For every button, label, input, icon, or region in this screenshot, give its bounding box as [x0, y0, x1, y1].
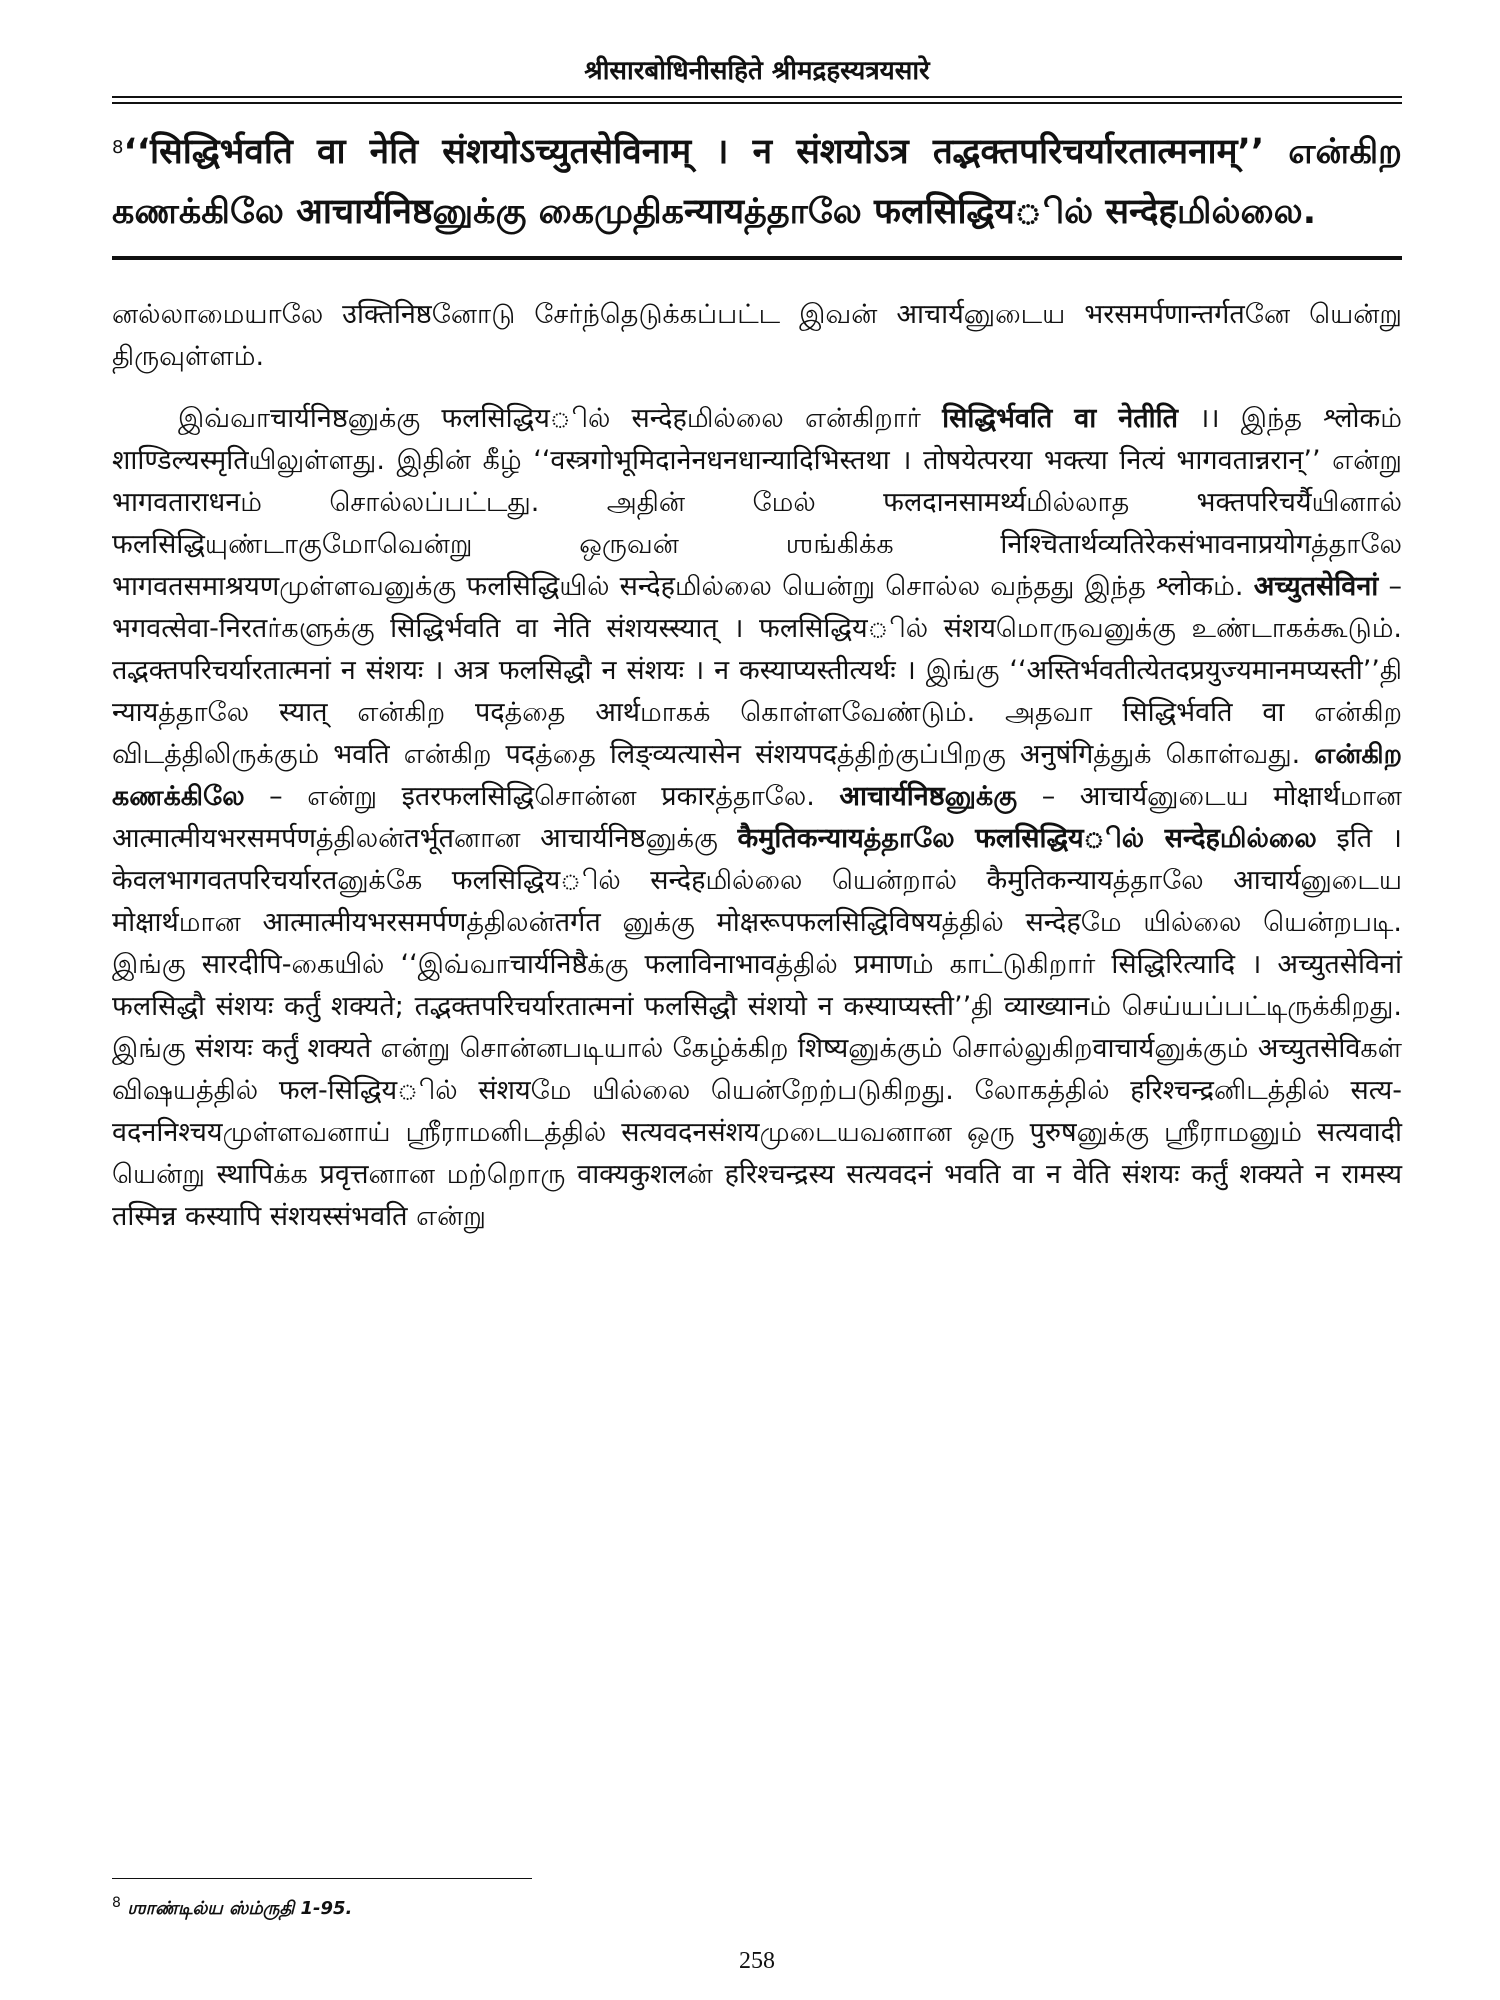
bold-term: என்கிற கணக்கிலே: [112, 739, 1402, 812]
bold-term: आचार्यनिष्ठனுக்கு: [839, 781, 1018, 812]
commentary-paragraph-1: னல்லாமையாலே उक्तिनिष्ठனோடு சேர்ந்தெடுக்கப்பட்ட இவன் आचार्यனுடைய भरसमर्पणान्तर्गतனே யென்று திருவுள்ளம்.: [112, 299, 1402, 372]
page-number: 258: [739, 1948, 775, 1974]
bold-term: सिद्धिर्भवति वा नेतीति: [942, 403, 1178, 434]
footnote-marker: 8: [112, 137, 124, 158]
footnote-text: ஶாண்டில்ய ஸ்ம்ருதி 1-95.: [127, 1898, 353, 1919]
footnote: [112, 1890, 352, 1922]
mula-text: ‘‘सिद्धिर्भवति वा नेति संशयोऽच्युतसेविनाम् । न संशयोऽत्र तद्भक्तपरिचर्यारतात्मनाम्’’ என்கிற கணக்கிலே आचार्यनिष्ठனுக்கு கைமுதிகन्यायத்தாலே फलसिद्धियில் सन्देहமில்லை.: [112, 132, 1402, 232]
running-header: श्रीसारबोधिनीसहिते श्रीमद्रहस्यत्रयसारे: [584, 56, 930, 86]
footnote-rule: [112, 1878, 532, 1879]
bold-term: अच्युतसेविनां: [1253, 571, 1379, 602]
commentary-paragraph-2: இவ்வாचार्यनिष्ठனுக்கு फलसिद्धियில் सन्देहமில்லை என்கிறார் सिद्धिर्भवति वा नेतीति ।। இந்த श्लोकம் शाण्डिल्यस्मृतिயிலுள்ளது. இதின் கீழ் ‘‘वस्त्रगोभूमिदानेनधनधान्यादिभिस्तथा । तोषयेत्परया भक्त्या नित्यं भागवतान्नरान्’’ என்று भागवताराधनம் சொல்லப்பட்டது. அதின் மேல் फलदानसामर्थ्यமில்லாத भक्तपरिचर्यैயினால் फलसिद्धिயுண்டாகுமோவென்று ஒருவன் ஶங்கிக்க निश्चितार्थव्यतिरेकसंभावनाप्रयोगத்தாலே भागवतसमाश्रयणமுள்ளவனுக்கு फलसिद्धिயில் सन्देहமில்லை யென்று சொல்ல வந்தது இந்த श्लोकம். अच्युतसेविनां – भगवत्सेवा-निरतர்களுக்கு सिद्धिर्भवति वा नेति संशयस्स्यात् । फलसिद्धियில் संशयமொருவனுக்கு உண்டாகக்கூடும். तद्भक्तपरिचर्यारतात्मनां न संशयः । अत्र फलसिद्धौ न संशयः । न कस्याप्यस्तीत्यर्थः । இங்கு ‘‘अस्तिर्भवतीत्येतदप्रयुज्यमानमप्यस्ती’’தி न्यायத்தாலே स्यात् என்கிற पदத்தை आर्थமாகக் கொள்ளவேண்டும். அதவா सिद्धिर्भवति वा என்கிற விடத்திலிருக்கும் भवति என்கிற पदத்தை लिङ्व्यत्यासेन संशयपदத்திற்குப்பிறகு अनुषंगिத்துக் கொள்வது. என்கிற கணக்கிலே – என்று इतरफलसिद्धिசொன்ன प्रकारத்தாலே. आचार्यनिष्ठனுக்கு – आचार्यனுடைய मोक्षार्थமான आत्मात्मीयभरसमर्पणத்திலன்तर्भूतனான आचार्यनिष्ठனுக்கு कैमुतिकन्यायத்தாலே फलसिद्धियில் सन्देहமில்லை इति । केवलभागवतपरिचर्यारतனுக்கே फलसिद्धियில் सन्देहமில்லை யென்றால் कैमुतिकन्यायத்தாலே आचार्यனுடைய मोक्षार्थமான आत्मात्मीयभरसमर्पणத்திலன்तर्गत னுக்கு मोक्षरूपफलसिद्धिविषयத்தில் सन्देहமே யில்லை யென்றபடி. இங்கு सारदीपि-கையில் ‘‘இவ்வாचार्यनिष्ठैக்கு फलाविनाभावத்தில் प्रमाणம் காட்டுகிறார் सिद्धिरित्यादि । अच्युतसेविनां फलसिद्धौ संशयः कर्तुं शक्यते; तद्भक्तपरिचर्यारतात्मनां फलसिद्धौ संशयो न कस्याप्यस्ती’’தி व्याख्यानம் செய்யப்பட்டிருக்கிறது. இங்கு संशयः कर्तुं शक्यते என்று சொன்னபடியால் கேழ்க்கிற शिष्यனுக்கும் சொல்லுகிறवाचार्यனுக்கும் अच्युतसेविகள் விஷயத்தில் फल-सिद्धियில் संशयமே யில்லை யென்றேற்படுகிறது. லோகத்தில் हरिश्चन्द्रனிடத்தில் सत्य-वदननिश्चयமுள்ளவனாய் ஸ்ரீராமனிடத்தில் सत्यवदनसंशयமுடையவனான ஒரு पुरुषனுக்கு ஸ்ரீராமனும் सत्यवादी யென்று स्थापिக்க प्रवृत्तனான மற்றொரு वाक्यकुशलன் हरिश्चन्द्रस्य सत्यवदनं भवति वा न वेति संशयः कर्तुं शक्यते न रामस्य तस्मिन्न कस्यापि संशयस्संभवति என்று: [112, 403, 1403, 1232]
mula-rule: [112, 256, 1402, 260]
mula-verse: [112, 122, 1402, 242]
header-rule-top: [112, 96, 1402, 98]
bold-term: कैमुतिकन्यायத்தாலே फलसिद्धियில் सन्देहமில்லை: [737, 823, 1317, 854]
header-rule-bottom: [112, 102, 1402, 104]
page: [112, 40, 1402, 1980]
footnote-number: 8: [112, 1895, 121, 1911]
commentary: [112, 294, 1402, 1238]
